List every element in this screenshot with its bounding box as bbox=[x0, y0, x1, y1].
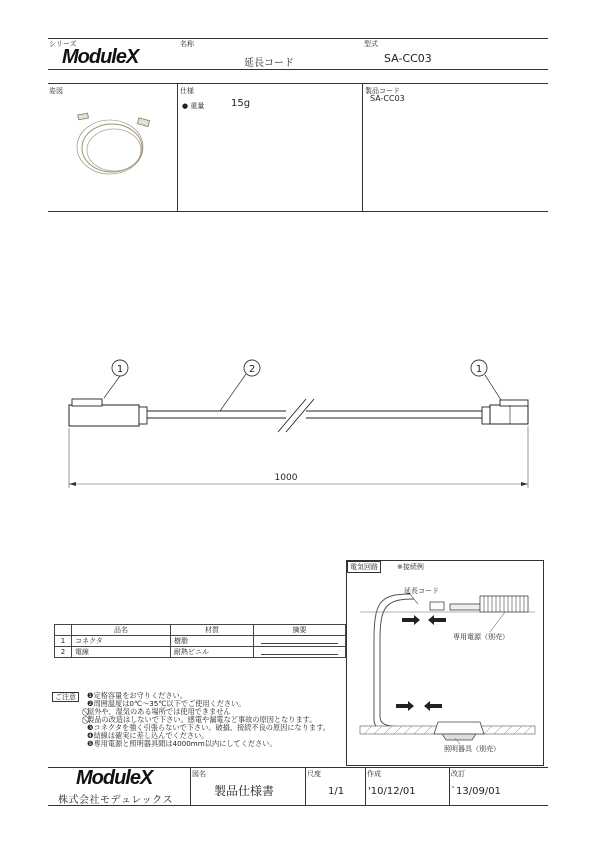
product-code-value: SA-CC03 bbox=[370, 94, 405, 103]
callout-1-right bbox=[471, 360, 501, 400]
row-material: 樹脂 bbox=[171, 636, 254, 647]
dimension-line bbox=[69, 426, 528, 488]
svg-text:1: 1 bbox=[116, 364, 124, 375]
name-label: 名称 bbox=[180, 40, 194, 48]
dimension-value: 1000 bbox=[274, 473, 298, 483]
scale-label: 尺度 bbox=[307, 770, 321, 778]
revised-label: 改訂 bbox=[451, 770, 465, 778]
product-code-label: 製品コード bbox=[365, 87, 400, 95]
scale-value: 1/1 bbox=[328, 786, 345, 797]
caution-list bbox=[87, 692, 330, 748]
cable bbox=[147, 399, 482, 432]
table-row bbox=[55, 647, 346, 658]
header-name: 品名 bbox=[72, 625, 171, 636]
wiring-note: ※接続例 bbox=[397, 563, 424, 571]
spec-weight-label: ● 重量 bbox=[182, 102, 205, 110]
row-name: 電線 bbox=[72, 647, 171, 658]
row-remarks bbox=[254, 647, 346, 658]
wiring-illustration bbox=[350, 580, 540, 760]
row-name: コネクタ bbox=[72, 636, 171, 647]
row-no: 2 bbox=[55, 647, 72, 658]
callout-2 bbox=[220, 360, 260, 411]
company-name: 株式会社モデュレックス bbox=[58, 795, 173, 806]
connector-left bbox=[69, 399, 147, 426]
caution-item: ❶定格容量をお守りください。 bbox=[87, 691, 187, 700]
header-no bbox=[55, 625, 72, 636]
caution-item: ❸コネクタを強く引張らないで下さい。破損、接続不良の原因になります。 bbox=[87, 723, 330, 732]
row-no: 1 bbox=[55, 636, 72, 647]
header-remarks: 摘要 bbox=[254, 625, 346, 636]
table-row bbox=[55, 636, 346, 647]
fixture-label: 照明器具（別売） bbox=[444, 745, 500, 753]
wiring-title: 電気回路 bbox=[347, 561, 381, 573]
cord-photo bbox=[70, 108, 160, 183]
cord-drawing bbox=[60, 355, 550, 495]
brand-logo: ModuleX bbox=[62, 46, 139, 68]
cord-label: 延長コード bbox=[404, 587, 439, 595]
series-label: シリーズ bbox=[49, 40, 77, 48]
doc-value: 製品仕様書 bbox=[214, 784, 275, 798]
model-label: 型式 bbox=[364, 40, 378, 48]
created-label: 作成 bbox=[367, 770, 381, 778]
svg-text:1: 1 bbox=[475, 364, 483, 375]
revised-date: `13/09/01 bbox=[451, 786, 501, 797]
figure-label: 姿図 bbox=[49, 87, 63, 95]
product-name: 延長コード bbox=[244, 58, 294, 69]
caution-item: ⃠製品の改造はしないで下さい。感電や漏電など事故の原因となります。 bbox=[87, 715, 317, 724]
caution-item: ❷周囲温度は0℃～35℃以下でご使用ください。 bbox=[87, 699, 246, 708]
caution-label: ご注意 bbox=[52, 692, 79, 702]
caution-item: ❹結線は確実に差し込んでください。 bbox=[87, 731, 209, 740]
row-remarks bbox=[254, 636, 346, 647]
footer-brand-logo: ModuleX bbox=[76, 767, 153, 789]
row-material: 耐熱ビニル bbox=[171, 647, 254, 658]
created-date: '10/12/01 bbox=[368, 786, 416, 797]
parts-table-header bbox=[55, 625, 346, 636]
caution-item: ❺専用電源と照明器具間は4000mm以内にしてください。 bbox=[87, 739, 277, 748]
parts-table bbox=[54, 624, 346, 658]
callout-1-left bbox=[104, 360, 128, 398]
spec-weight-value: 15g bbox=[231, 98, 251, 109]
connector-right bbox=[482, 400, 528, 424]
caution-item: ⃠屋外や、湿気のある場所では使用できません bbox=[87, 707, 231, 716]
spec-label: 仕様 bbox=[180, 87, 194, 95]
power-label: 専用電源（別売） bbox=[453, 633, 509, 641]
svg-text:2: 2 bbox=[248, 364, 256, 375]
doc-label: 図名 bbox=[192, 770, 206, 778]
header-material: 材質 bbox=[171, 625, 254, 636]
model-number: SA-CC03 bbox=[384, 52, 432, 65]
